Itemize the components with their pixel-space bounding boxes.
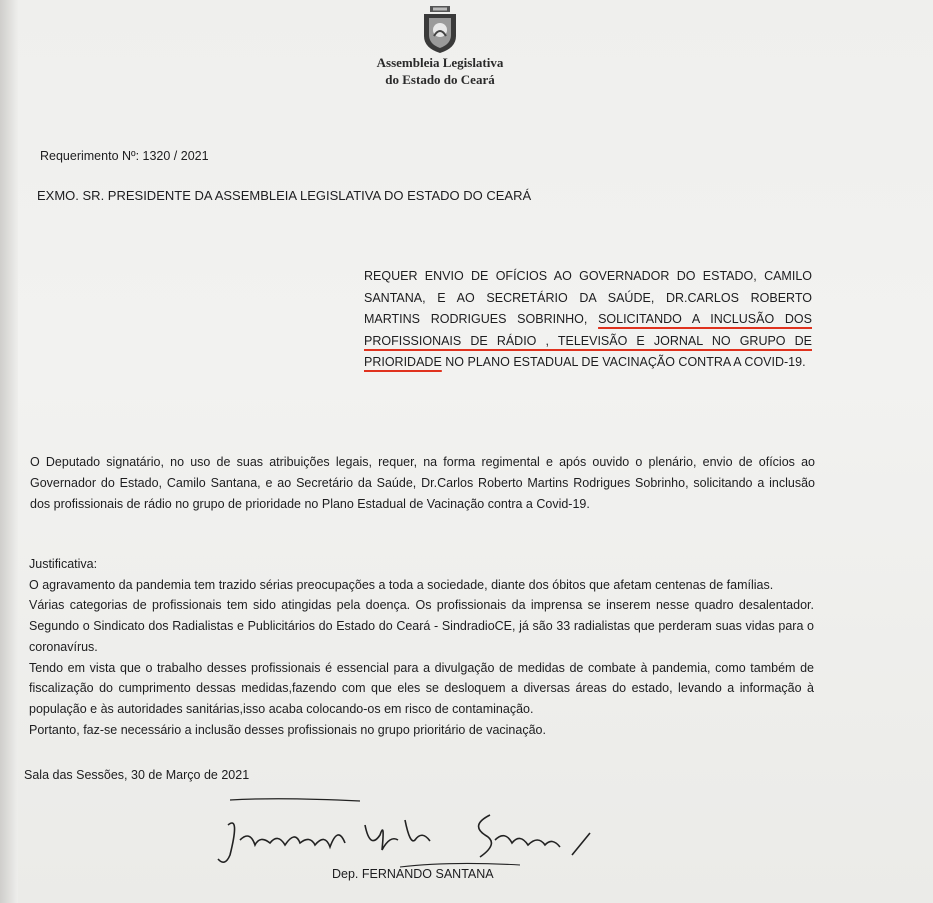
institution-name-line2: do Estado do Ceará bbox=[385, 72, 495, 87]
justificativa-paragraph-3: Tendo em vista que o trabalho desses profissionais é essencial para a divulgação de medidas de combate à pandemia, como também de fiscalização do cumprimento dessas medidas,fazendo com que eles se desloquem a diversas áreas do estado, levando a informação à população e às autoridades sanitárias,isso acaba colocando-os em risco de contaminação. bbox=[29, 660, 814, 716]
justificativa-paragraph-2: Várias categorias de profissionais tem sido atingidas pela doença. Os profissionais da imprensa se inserem nesse quadro desalentador. Segundo o Sindicato dos Radialistas e Publicitários do Estado do Ceará - SindradioCE, já são 33 radialistas que perderam suas vidas para o coronavírus. bbox=[29, 598, 814, 654]
letterhead bbox=[330, 6, 550, 88]
sala-das-sessoes-date: Sala das Sessões, 30 de Março de 2021 bbox=[24, 768, 250, 782]
ementa-text-end: NO PLANO ESTADUAL DE VACINAÇÃO CONTRA A COVID-19. bbox=[441, 355, 806, 369]
ementa-highlight: SOLICITANDO A INCLUSÃO DOS PROFISSIONAIS DE RÁDIO , TELEVISÃO E JORNAL NO GRUPO DE PRIORIDADE bbox=[364, 312, 812, 369]
brasao-seal-icon bbox=[420, 6, 460, 54]
justificativa-heading: Justificativa: bbox=[29, 557, 98, 571]
institution-name-line1: Assembleia Legislativa bbox=[376, 55, 504, 70]
body-paragraph: O Deputado signatário, no uso de suas atribuições legais, requer, na forma regimental e após ouvido o plenário, envio de ofícios ao Governador do Estado, Camilo Santana, e ao Secretário da Saúde, Dr.Carlos Roberto Martins Rodrigues Sobrinho, solicitando a inclusão dos profissionais de rádio no grupo de prioridade no Plano Estadual de Vacinação contra a Covid-19. bbox=[30, 455, 815, 511]
signer-name: Dep. FERNANDO SANTANA bbox=[332, 867, 494, 881]
handwritten-signature bbox=[200, 795, 620, 875]
justificativa-paragraph-1: O agravamento da pandemia tem trazido sérias preocupações a toda a sociedade, diante dos óbitos que afetam centenas de famílias. bbox=[29, 577, 774, 592]
requerimento-number: Requerimento Nº: 1320 / 2021 bbox=[40, 149, 209, 163]
justificativa-section bbox=[29, 554, 814, 740]
justificativa-paragraph-4: Portanto, faz-se necessário a inclusão desses profissionais no grupo prioritário de vacinação. bbox=[29, 722, 546, 737]
ementa-text-start: REQUER ENVIO DE OFÍCIOS AO GOVERNADOR DO ESTADO, CAMILO SANTANA, E AO SECRETÁRIO DA SAÚDE, DR.CARLOS ROBERTO MARTINS RODRIGUES SOBRINHO, bbox=[364, 269, 812, 326]
ementa bbox=[364, 266, 812, 374]
addressee: EXMO. SR. PRESIDENTE DA ASSEMBLEIA LEGISLATIVA DO ESTADO DO CEARÁ bbox=[37, 188, 532, 203]
